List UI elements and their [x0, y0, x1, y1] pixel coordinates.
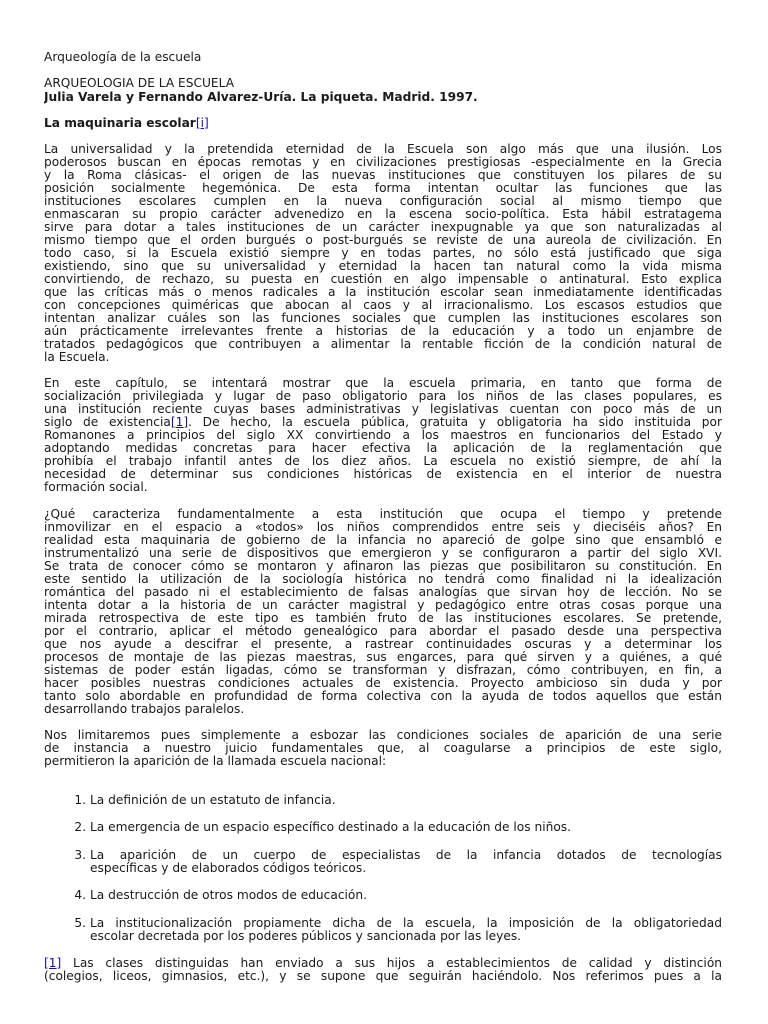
text-line: por el contrario, aplicar el método genealógico para abordar el pasado desde una perspectiva	[44, 625, 722, 638]
list-item-continued: específicas y de elaborados códigos teóricos.	[90, 862, 367, 875]
byline: Julia Varela y Fernando Álvarez-Uría. La piqueta. Madrid. 1997.	[44, 91, 478, 104]
text-line: tratados pedagógicos que contribuyen a alimentar la rentable ficción de la condición natural de	[44, 338, 722, 351]
text-line: tanto solo abordable en profundidad de forma colectiva con la ayuda de todos aquellos que están	[44, 690, 722, 703]
list-item-continued: escolar decretada por los poderes públicos y sancionada por las leyes.	[90, 930, 522, 943]
list-number: 1.	[74, 793, 86, 807]
text-line: socialización privilegiada y lugar de paso obligatorio para los niños de las clases populares, es	[44, 390, 722, 403]
text-line: enmascaran su propio carácter advenedizo en la escena socio-política. Esta hábil estratagema	[44, 208, 722, 221]
footnote-ref-link[interactable]: [1]	[170, 416, 189, 429]
text-line: adoptando medidas concretas para hacer efectiva la aplicación de la reglamentación que	[44, 442, 722, 455]
text-line	[44, 957, 722, 970]
text-line: y la Roma clásicas- el origen de las nuevas instituciones que constituyen los pilares de su	[44, 169, 722, 182]
text-line: instituciones escolares cumplen en la nueva configuración social al mismo tiempo que	[44, 195, 722, 208]
text-line: poderosos buscan en épocas remotas y en civilizaciones prestigiosas -especialmente en la Grecia	[44, 156, 722, 169]
section-note-link[interactable]: [i]	[195, 117, 209, 130]
list-item: La institucionalización propiamente dicha de la escuela, la imposición de la obligatoriedad	[90, 917, 722, 930]
text-line: prohibía el trabajo infantil antes de los diez años. La escuela no existió siempre, de ahí la	[44, 455, 722, 468]
text-segment: siglo de existencia	[44, 416, 171, 429]
text-segment: . De hecho, la escuela pública, gratuita y obligatoria ha sido instituida por	[188, 416, 722, 429]
section-title-text: La maquinaria escolar	[44, 117, 196, 130]
text-line: Se trata de conocer cómo se montaron y afinaron las piezas que posibilitaron su constitución. En	[44, 560, 722, 573]
text-line	[44, 416, 722, 429]
list-number: 2.	[74, 820, 86, 834]
text-segment: Las clases distinguidas han enviado a sus hijos a establecimientos de calidad y distinción	[61, 957, 722, 970]
text-line: La universalidad y la pretendida eternidad de la Escuela son algo más que una ilusión. Los	[44, 143, 722, 156]
text-line: desarrollando trabajos paralelos.	[44, 703, 245, 716]
text-line: Romanones a principios del siglo XX convirtiendo a los maestros en funcionarios del Estado y	[44, 429, 722, 442]
text-line: permitieron la aparición de la llamada escuela nacional:	[44, 755, 387, 768]
text-line: ¿Qué caracteriza fundamentalmente a esta institución que ocupa el tiempo y pretende	[44, 508, 722, 521]
text-line: este sentido la utilización de la sociología histórica no tendrá como finalidad ni la idealización	[44, 573, 722, 586]
heading: ARQUEOLOGÍA DE LA ESCUELA	[44, 77, 235, 90]
list-number: 5.	[74, 916, 86, 930]
text-line: sistemas de poder están ligadas, cómo se transforman y disfrazan, cómo contribuyen, en fin, a	[44, 664, 722, 677]
footnote-back-link[interactable]: [1]	[44, 957, 62, 970]
text-line: necesidad de determinar sus condiciones históricas de existencia en el interior de nuestra	[44, 468, 722, 481]
text-line: instrumentalizó una serie de dispositivos que emergieron y se configuraron a partir del siglo XVI.	[44, 547, 722, 560]
text-line: que las críticas más o menos radicales a la institución escolar sean inmediatamente identificadas	[44, 286, 722, 299]
list-number: 4.	[74, 888, 86, 902]
text-line: procesos de montaje de las piezas maestras, sus engarces, para qué sirven y a quiénes, a qué	[44, 651, 722, 664]
text-line: posición socialmente hegemónica. De esta forma intentan ocultar las funciones que las	[44, 182, 722, 195]
text-line: con concepciones quiméricas que abocan al caos y al irracionalismo. Los escasos estudios que	[44, 299, 722, 312]
text-line: que nos ayude a descifrar el presente, a rastrear continuidades oscuras y a determinar los	[44, 638, 722, 651]
text-line: convirtiendo, de rechazo, su puesta en cuestión en algo impensable o antinatural. Esto explica	[44, 273, 722, 286]
text-line: realidad esta maquinaria de gobierno de la infancia no apareció de golpe sino que ensambló e	[44, 534, 722, 547]
text-line: la Escuela.	[44, 351, 110, 364]
text-line: romántica del pasado ni el establecimiento de falsas analogías que sirvan hoy de lección. No se	[44, 586, 722, 599]
text-line: intenta dotar a la historia de un carácter magistral y pedagógico entre otras cosas porque una	[44, 599, 722, 612]
text-line: Nos limitaremos pues simplemente a esbozar las condiciones sociales de aparición de una serie	[44, 729, 722, 742]
list-number: 3.	[74, 848, 86, 862]
text-line: mismo tiempo que el orden burgués o post-burgués se reviste de una aureola de civilización. En	[44, 234, 722, 247]
text-line: de instancia a nuestro juicio fundamentales que, al coagularse a principios de este siglo,	[44, 742, 722, 755]
section-title	[44, 117, 722, 130]
text-line: intentan analizar cuáles son las funciones sociales que cumplen las instituciones escolares son	[44, 312, 722, 325]
text-line: aún prácticamente irrelevantes frente a historias de la educación y a todo un enjambre de	[44, 325, 722, 338]
text-line: una institución reciente cuyas bases administrativas y legislativas cuentan con poco más de un	[44, 403, 722, 416]
text-line: En este capítulo, se intentará mostrar que la escuela primaria, en tanto que forma de	[44, 377, 722, 390]
text-line: todo caso, si la Escuela existió siempre y en todas partes, no sólo está justificado que siga	[44, 247, 722, 260]
text-line: formación social.	[44, 481, 148, 494]
list-item: La aparición de un cuerpo de especialistas de la infancia dotados de tecnologías	[90, 849, 722, 862]
list-item: La destrucción de otros modos de educación.	[90, 889, 367, 902]
text-line: sirve para dotar a tales instituciones de un carácter inexpugnable ya que son naturalizadas al	[44, 221, 722, 234]
text-line: existiendo, sino que su universalidad y eternidad la hacen tan natural como la vida misma	[44, 260, 722, 273]
list-item: La emergencia de un espacio específico destinado a la educación de los niños.	[90, 821, 572, 834]
text-line: (colegios, liceos, gimnasios, etc.), y se supone que seguirán haciéndolo. Nos referimos pues a la	[44, 970, 722, 983]
text-line: mirada retrospectiva de este tipo es también fruto de las instituciones escolares. Se pretende,	[44, 612, 722, 625]
document-title: Arqueología de la escuela	[44, 51, 202, 64]
text-line: hacer posibles nuestras condiciones actuales de existencia. Proyecto ambicioso sin duda y por	[44, 677, 722, 690]
list-item: La definición de un estatuto de infancia.	[90, 794, 336, 807]
text-line: inmovilizar en el espacio a «todos» los niños comprendidos entre seis y dieciséis años? En	[44, 521, 722, 534]
